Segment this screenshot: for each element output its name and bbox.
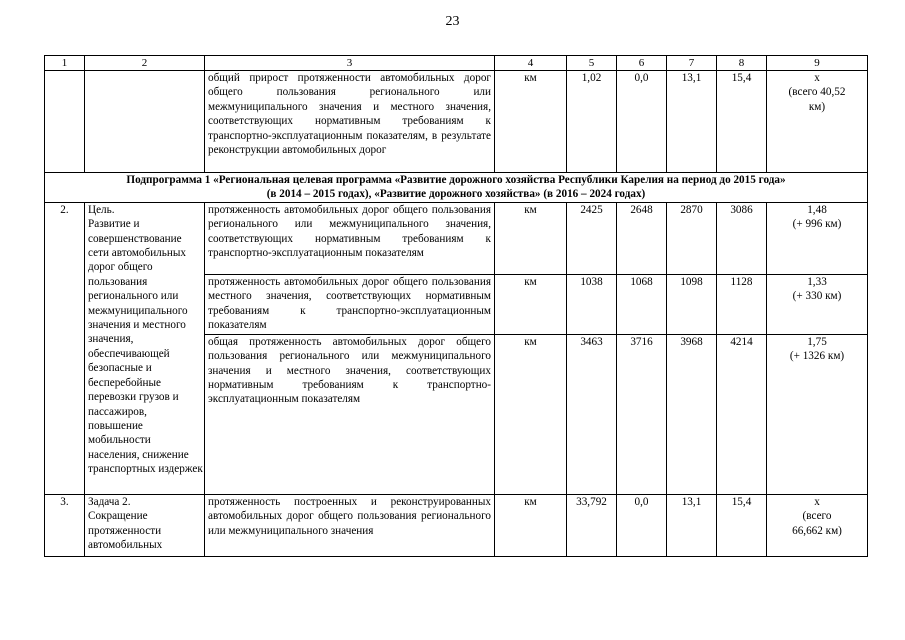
ratio-line-1: 1,75 (807, 335, 827, 348)
value-2016: 1098 (667, 274, 717, 334)
col-4-header: 4 (495, 56, 567, 71)
col-9-header: 9 (767, 56, 868, 71)
ratio-line-2: (+ 330 км) (792, 290, 842, 303)
indicator-cell: общий прирост протяженности автомобильных дорог общего пользования регионального или межмуниципального значения и местного значения, соответствующих нормативным требованиям к транспортно-эксплуатационным показателям, в результате реконструкции автомобильных дорог (205, 71, 495, 173)
row-number: 3. (45, 494, 85, 556)
indicator-cell: протяженность автомобильных дорог общего пользования местного значения, соответствующих нормативным требованиям к транспортно-эксплуатационным показателям (205, 274, 495, 334)
unit-cell: км (495, 334, 567, 494)
unit-cell: км (495, 494, 567, 556)
col-3-header: 3 (205, 56, 495, 71)
ratio-cell (767, 334, 868, 494)
unit-cell: км (495, 202, 567, 274)
ratio-line-1: 1,33 (807, 275, 827, 288)
ratio-line-2: (всего (802, 510, 832, 523)
value-2017: 1128 (717, 274, 767, 334)
task-text: Сокращение протяженности автомобильных (88, 510, 163, 552)
subprogram-row (45, 173, 868, 203)
value-2017: 4214 (717, 334, 767, 494)
value-2016: 13,1 (667, 71, 717, 173)
value-2017: 15,4 (717, 71, 767, 173)
value-2016: 2870 (667, 202, 717, 274)
value-2015: 3716 (617, 334, 667, 494)
page-number: 23 (445, 14, 460, 29)
ratio-cell (767, 274, 868, 334)
goal-cell (85, 202, 205, 494)
value-2014: 1,02 (567, 71, 617, 173)
value-2014: 3463 (567, 334, 617, 494)
unit-cell: км (495, 71, 567, 173)
col-7-header: 7 (667, 56, 717, 71)
indicators-table (44, 55, 868, 557)
goal-cell (85, 71, 205, 173)
value-2017: 15,4 (717, 494, 767, 556)
ratio-line-1: 1,48 (807, 203, 827, 216)
value-2014: 1038 (567, 274, 617, 334)
row-number: 2. (45, 202, 85, 494)
column-number-row (45, 56, 868, 71)
table-row (45, 202, 868, 274)
col-6-header: 6 (617, 56, 667, 71)
task-label: Задача 2. (88, 495, 131, 508)
table-row (45, 71, 868, 173)
ratio-line-1: x (814, 495, 820, 508)
subprogram-line-1: Подпрограмма 1 «Региональная целевая программа «Развитие дорожного хозяйства Республики Карелия на период до 2015 года» (126, 174, 786, 186)
value-2016: 3968 (667, 334, 717, 494)
ratio-line-2: (+ 1326 км) (789, 350, 845, 363)
value-2014: 33,792 (567, 494, 617, 556)
ratio-line-1: x (814, 72, 820, 84)
indicator-cell: протяженность построенных и реконструированных автомобильных дорог общего пользования регионального или межмуниципального значения (205, 494, 495, 556)
ratio-cell (767, 202, 868, 274)
goal-cell (85, 494, 205, 556)
ratio-line-2: (всего 40,52 (788, 86, 846, 99)
value-2015: 1068 (617, 274, 667, 334)
ratio-line-2: (+ 996 км) (792, 218, 842, 231)
value-2014: 2425 (567, 202, 617, 274)
value-2016: 13,1 (667, 494, 717, 556)
col-5-header: 5 (567, 56, 617, 71)
indicator-cell: протяженность автомобильных дорог общего пользования регионального или межмуниципального значения, соответствующих нормативным требованиям к транспортно-эксплуатационным показателям (205, 202, 495, 274)
indicator-cell: общая протяженность автомобильных дорог общего пользования регионального или межмуниципального значения и местного значения, соответствующих нормативным требованиям к транспортно-эксплуатационным показателям (205, 334, 495, 494)
unit-cell: км (495, 274, 567, 334)
ratio-line-3: км) (808, 100, 826, 113)
ratio-cell (767, 494, 868, 556)
value-2015: 2648 (617, 202, 667, 274)
col-8-header: 8 (717, 56, 767, 71)
value-2015: 0,0 (617, 494, 667, 556)
ratio-cell (767, 71, 868, 173)
table-row (45, 494, 868, 556)
row-number (45, 71, 85, 173)
subprogram-title (45, 173, 868, 203)
value-2017: 3086 (717, 202, 767, 274)
ratio-line-3: 66,662 км) (792, 524, 842, 537)
goal-label: Цель. (88, 203, 115, 216)
value-2015: 0,0 (617, 71, 667, 173)
col-1-header: 1 (45, 56, 85, 71)
goal-text: Развитие и совершенствование сети автомобильных дорог общего пользования регионального или межмуниципального значения и местного значения, обеспечивающей безопасные и бесперебойные перевозки грузов и пассажиров, повышение мобильности населения, снижение транспортных издержек (88, 218, 203, 476)
col-2-header: 2 (85, 56, 205, 71)
subprogram-line-2: (в 2014 – 2015 годах), «Развитие дорожного хозяйства» (в 2016 – 2024 годах) (266, 188, 646, 201)
